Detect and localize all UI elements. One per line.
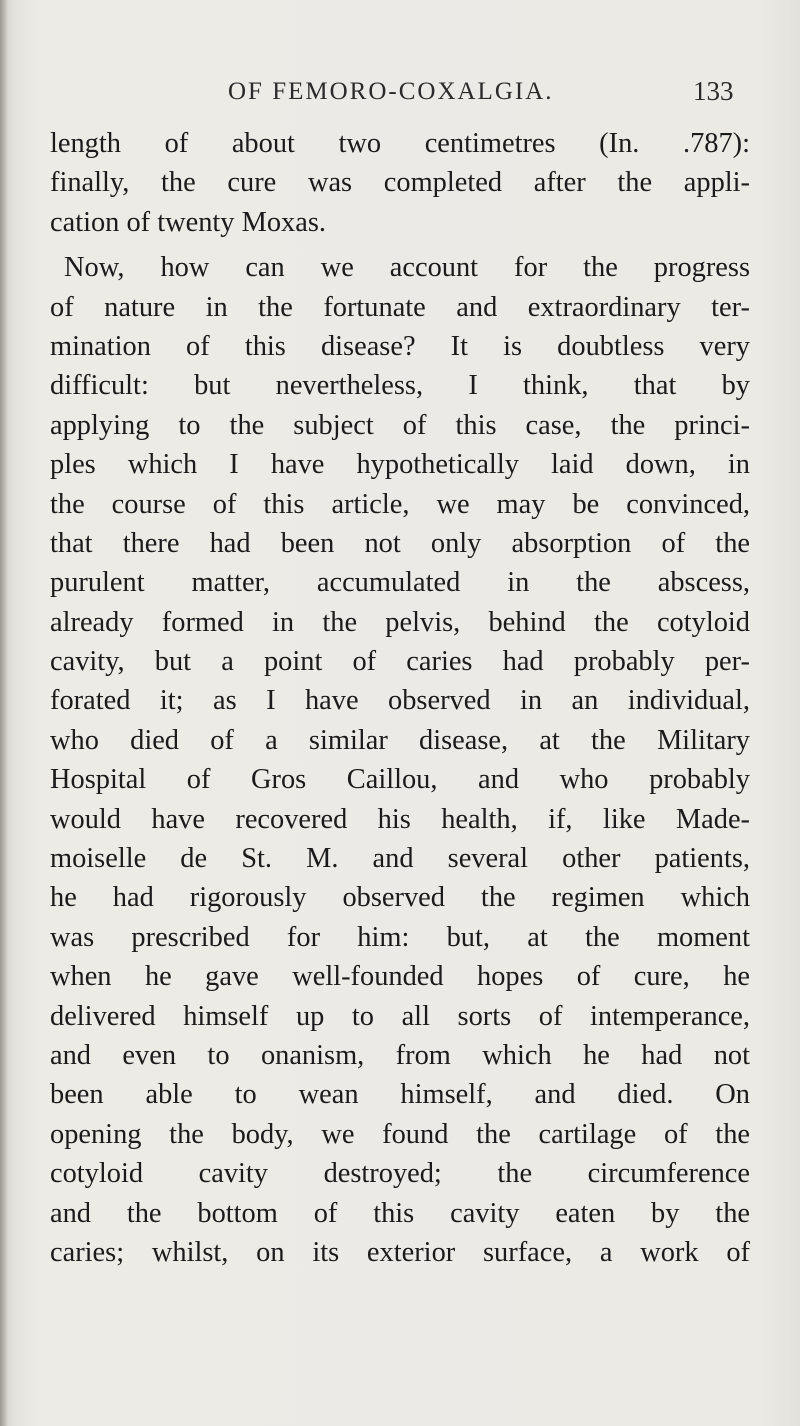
text-line: cation of twenty Moxas. (50, 206, 326, 238)
text-line: purulent matter, accumulated in the abscess, (50, 567, 750, 599)
page-gutter-shadow (0, 0, 8, 1426)
text-line: finally, the cure was completed after the appli- (50, 167, 750, 199)
text-line: who died of a similar disease, at the Military (50, 724, 750, 756)
page-number: 133 (693, 76, 734, 106)
text-line: he had rigorously observed the regimen which (50, 882, 750, 914)
text-line: was prescribed for him: but, at the moment (50, 921, 750, 953)
text-line: that there had been not only absorption of the (50, 527, 750, 559)
text-line: ples which I have hypothetically laid down, in (50, 449, 750, 481)
text-line: would have recovered his health, if, like Made- (50, 803, 750, 835)
text-line: the course of this article, we may be convinced, (50, 488, 750, 520)
text-line: and even to onanism, from which he had not (50, 1039, 750, 1071)
text-line: cotyloid cavity destroyed; the circumference (50, 1158, 750, 1190)
text-line: Now, how can we account for the progress (64, 252, 750, 284)
text-line: and the bottom of this cavity eaten by the (50, 1197, 750, 1229)
text-line: already formed in the pelvis, behind the cotyloid (50, 606, 750, 638)
text-line: forated it; as I have observed in an individual, (50, 685, 750, 717)
text-line: applying to the subject of this case, the princi- (50, 409, 750, 441)
text-line: difficult: but nevertheless, I think, that by (50, 370, 750, 402)
body-text (50, 124, 750, 1272)
text-line: mination of this disease? It is doubtless very (50, 330, 750, 362)
text-line: Hospital of Gros Caillou, and who probably (50, 764, 750, 796)
text-line: when he gave well-founded hopes of cure, he (50, 961, 750, 993)
text-line: cavity, but a point of caries had probably per- (50, 646, 750, 678)
text-line: delivered himself up to all sorts of intemperance, (50, 1000, 750, 1032)
running-title: OF FEMORO-COXALGIA. (228, 78, 554, 105)
text-line: of nature in the fortunate and extraordinary ter- (50, 291, 750, 323)
text-line: opening the body, we found the cartilage of the (50, 1118, 750, 1150)
text-line: moiselle de St. M. and several other patients, (50, 843, 750, 875)
text-line: caries; whilst, on its exterior surface, a work of (50, 1236, 750, 1268)
text-line: been able to wean himself, and died. On (50, 1079, 750, 1111)
text-line: length of about two centimetres (In. .787): (50, 128, 750, 159)
